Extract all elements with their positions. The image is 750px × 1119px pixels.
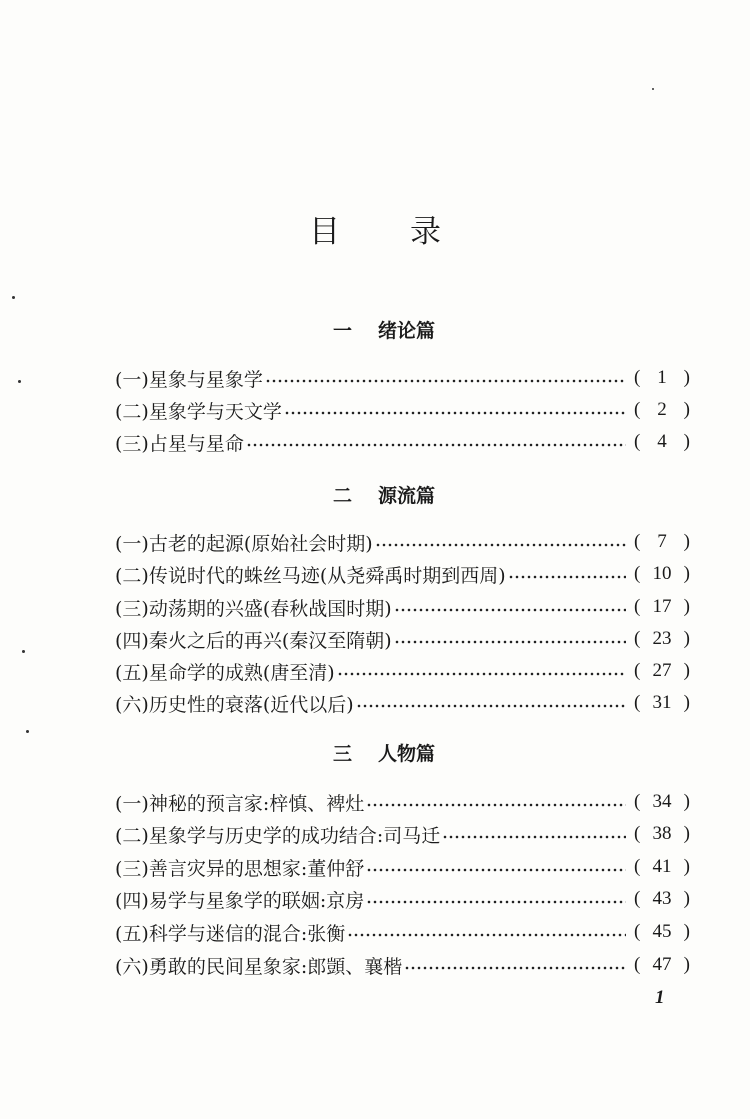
entry-page — [634, 791, 690, 813]
entry-page — [634, 954, 690, 976]
toc-entry[interactable] — [115, 919, 690, 945]
toc-entry[interactable] — [115, 854, 690, 880]
entry-page — [634, 531, 690, 553]
toc-entry[interactable] — [115, 626, 690, 652]
toc-entry[interactable] — [115, 365, 690, 391]
paren: ) — [683, 791, 690, 812]
paren: ( — [634, 596, 641, 617]
section-heading — [0, 316, 750, 343]
paren: ( — [634, 628, 641, 649]
toc-entry[interactable] — [115, 789, 690, 815]
entry-title: (六)历史性的衰落(近代以后) — [115, 693, 354, 716]
entry-page — [634, 431, 690, 453]
paren: ) — [683, 399, 690, 420]
section-title: 源流篇 — [378, 485, 436, 507]
dot-leader — [366, 899, 626, 905]
entry-page — [634, 856, 690, 878]
paren: ) — [683, 954, 690, 975]
dot-leader — [508, 574, 626, 580]
paren: ) — [683, 628, 690, 649]
section-number: 三 — [332, 743, 352, 765]
paren: ( — [634, 823, 641, 844]
dot-leader — [284, 410, 626, 416]
dot-leader — [394, 639, 626, 645]
toc-entry[interactable] — [115, 886, 690, 912]
dot-leader — [265, 378, 626, 384]
paren: ) — [683, 367, 690, 388]
entry-page — [634, 399, 690, 421]
page-ref: 34 — [652, 791, 672, 812]
paren: ) — [683, 431, 690, 452]
entry-page — [634, 563, 690, 585]
toc-entry[interactable] — [115, 821, 690, 847]
entry-title: (六)勇敢的民间星象家:郎顗、襄楷 — [115, 955, 403, 978]
page-ref: 1 — [657, 367, 667, 388]
entry-title: (二)传说时代的蛛丝马迹(从尧舜禹时期到西周) — [115, 564, 506, 587]
entry-title: (四)秦火之后的再兴(秦汉至隋朝) — [115, 629, 392, 652]
page-ref: 38 — [652, 823, 672, 844]
toc-entry[interactable] — [115, 658, 690, 684]
page-ref: 7 — [657, 531, 667, 552]
paren: ) — [683, 531, 690, 552]
section-title: 绪论篇 — [378, 320, 436, 342]
section-heading — [0, 739, 750, 766]
toc-entry[interactable] — [115, 529, 690, 555]
paren: ( — [634, 399, 641, 420]
toc-entry[interactable] — [115, 397, 690, 423]
paren: ) — [683, 692, 690, 713]
dot-leader — [404, 965, 626, 971]
paren: ( — [634, 921, 641, 942]
entry-page — [634, 367, 690, 389]
paren: ) — [683, 921, 690, 942]
entry-page — [634, 692, 690, 714]
page-ref: 23 — [652, 628, 672, 649]
entry-page — [634, 596, 690, 618]
paren: ( — [634, 563, 641, 584]
dot-leader — [246, 442, 626, 448]
page-ref: 10 — [652, 563, 672, 584]
entry-page — [634, 888, 690, 910]
page-ref: 41 — [652, 856, 672, 877]
paren: ) — [683, 563, 690, 584]
toc-entry[interactable] — [115, 952, 690, 978]
paren: ) — [683, 823, 690, 844]
toc-entry[interactable] — [115, 561, 690, 587]
dot-leader — [366, 802, 626, 808]
entry-page — [634, 660, 690, 682]
dot-leader — [442, 834, 626, 840]
page-ref: 45 — [652, 921, 672, 942]
toc-entry[interactable] — [115, 690, 690, 716]
paren: ) — [683, 660, 690, 681]
section-heading — [0, 481, 750, 508]
page-ref: 2 — [657, 399, 667, 420]
entry-title: (一)神秘的预言家:梓慎、裨灶 — [115, 792, 365, 815]
paren: ) — [683, 856, 690, 877]
dot-leader — [337, 671, 626, 677]
page-title — [0, 206, 750, 251]
paren: ) — [683, 596, 690, 617]
paren: ( — [634, 954, 641, 975]
entry-title: (五)星命学的成熟(唐至清) — [115, 661, 335, 684]
entry-page — [634, 823, 690, 845]
paren: ( — [634, 531, 641, 552]
entry-page — [634, 921, 690, 943]
entry-page — [634, 628, 690, 650]
paren: ( — [634, 660, 641, 681]
entry-title: (二)星象学与历史学的成功结合:司马迁 — [115, 824, 441, 847]
page-ref: 4 — [657, 431, 667, 452]
title-char: 目 — [309, 214, 340, 250]
dot-leader — [347, 932, 626, 938]
paren: ( — [634, 791, 641, 812]
paren: ( — [634, 367, 641, 388]
entry-title: (二)星象学与天文学 — [115, 400, 282, 423]
page-ref: 17 — [652, 596, 672, 617]
page-number: 1 — [655, 987, 665, 1008]
dot-leader — [356, 703, 626, 709]
page-ref: 47 — [652, 954, 672, 975]
dot-leader — [394, 607, 626, 613]
paren: ( — [634, 888, 641, 909]
entry-title: (一)星象与星象学 — [115, 368, 263, 391]
dot-leader — [366, 867, 626, 873]
page-ref: 31 — [652, 692, 672, 713]
page-ref: 27 — [652, 660, 672, 681]
entry-title: (三)善言灾异的思想家:董仲舒 — [115, 857, 365, 880]
section-number: 一 — [332, 320, 352, 342]
toc-entry[interactable] — [115, 594, 690, 620]
section-title: 人物篇 — [378, 743, 436, 765]
entry-title: (三)动荡期的兴盛(春秋战国时期) — [115, 597, 392, 620]
toc-entry[interactable] — [115, 429, 690, 455]
dot-leader — [375, 542, 626, 548]
page-ref: 43 — [652, 888, 672, 909]
paren: ( — [634, 856, 641, 877]
section-number: 二 — [332, 485, 352, 507]
paren: ( — [634, 431, 641, 452]
paren: ( — [634, 692, 641, 713]
entry-title: (三)占星与星命 — [115, 432, 244, 455]
entry-title: (一)古老的起源(原始社会时期) — [115, 532, 373, 555]
paren: ) — [683, 888, 690, 909]
title-char: 录 — [410, 214, 441, 250]
entry-title: (四)易学与星象学的联姻:京房 — [115, 889, 365, 912]
entry-title: (五)科学与迷信的混合:张衡 — [115, 922, 346, 945]
